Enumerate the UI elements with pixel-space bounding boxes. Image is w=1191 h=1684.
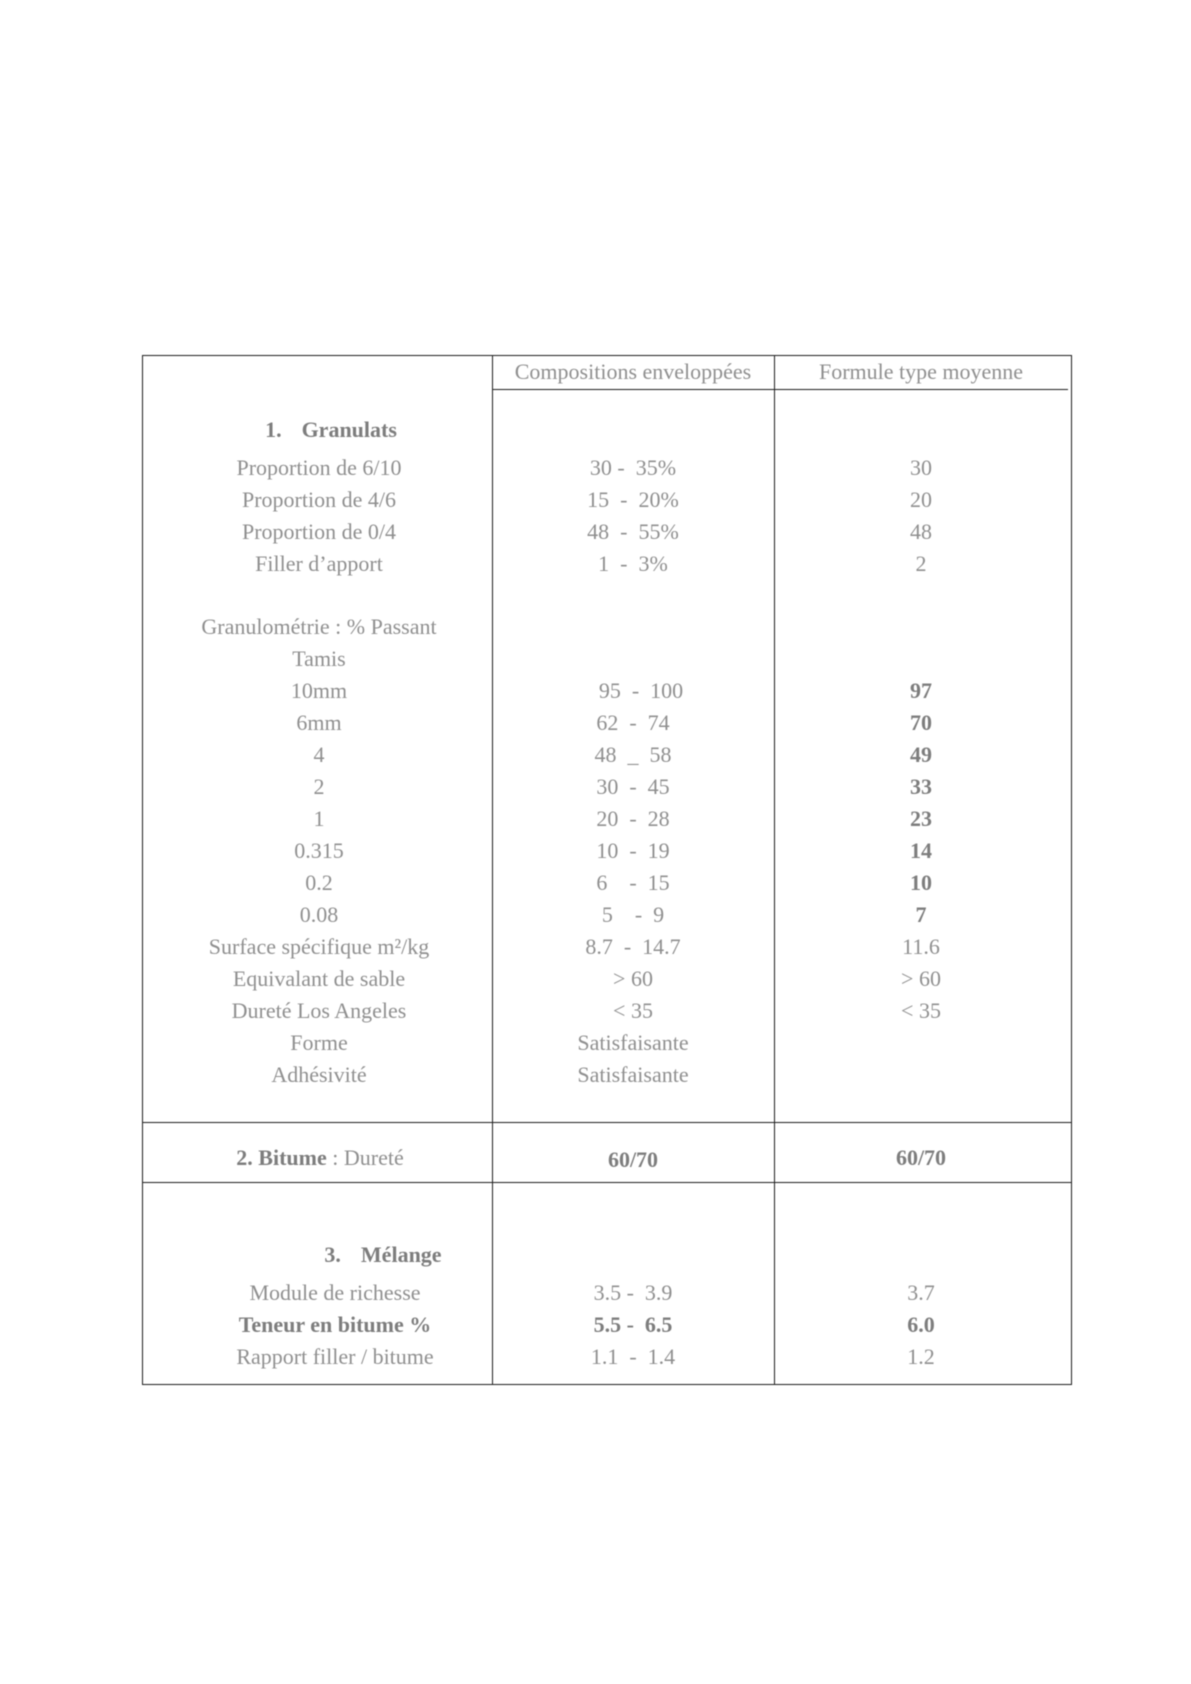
row-label: 0.08 xyxy=(299,902,339,927)
row-envelope: Satisfaisante xyxy=(577,1030,689,1055)
row-typical: 60/70 xyxy=(895,1145,947,1170)
row-envelope: 62 - 74 xyxy=(596,710,670,735)
row-envelope: 10 - 19 xyxy=(596,838,670,863)
row-label: Forme xyxy=(290,1030,348,1055)
row-envelope: > 60 xyxy=(613,966,653,991)
sieve-label: Tamis xyxy=(292,646,346,671)
row-envelope: 5 - 9 xyxy=(601,902,665,927)
row-label: Rapport filler / bitume xyxy=(236,1344,434,1369)
row-envelope: Satisfaisante xyxy=(577,1062,689,1087)
header-typical: Formule type moyenne xyxy=(818,359,1024,384)
row-typical: 10 xyxy=(910,870,932,895)
row-envelope: 8.7 - 14.7 xyxy=(585,934,681,959)
row-envelope: < 35 xyxy=(613,998,653,1023)
row-envelope: 95 - 100 xyxy=(598,678,684,703)
section-divider-1 xyxy=(143,1122,1071,1123)
row-envelope: 48 _ 58 xyxy=(594,742,672,767)
row-typical: 14 xyxy=(910,838,932,863)
column-divider-2 xyxy=(774,356,775,1384)
row-envelope: 30 - 45 xyxy=(596,774,670,799)
row-label: Surface spécifique m²/kg xyxy=(208,934,430,959)
row-typical: 1.2 xyxy=(907,1344,935,1369)
row-typical: 3.7 xyxy=(907,1280,935,1305)
row-typical: < 35 xyxy=(901,998,941,1023)
row-envelope: 1 - 3% xyxy=(598,551,668,576)
row-typical: 48 xyxy=(910,519,932,544)
row-label: 4 xyxy=(313,742,325,767)
section-title: Granulats xyxy=(301,417,397,442)
row-label: Proportion de 0/4 xyxy=(242,519,396,544)
row-label: 2 xyxy=(313,774,325,799)
row-typical: 20 xyxy=(910,487,932,512)
row-typical: 30 xyxy=(910,455,932,480)
row-envelope: 60/70 xyxy=(607,1147,659,1172)
row-typical: 7 xyxy=(915,902,927,927)
row-typical: > 60 xyxy=(901,966,941,991)
section-number: 1. xyxy=(265,417,282,442)
header-underline-2 xyxy=(774,389,1068,390)
row-label: 10mm xyxy=(290,678,348,703)
section-title: Mélange xyxy=(360,1242,442,1267)
row-envelope: 20 - 28 xyxy=(596,806,670,831)
granulometry-label: Granulométrie : % Passant xyxy=(201,614,437,639)
column-divider-1 xyxy=(492,356,493,1384)
row-label: 0.315 xyxy=(294,838,344,863)
row-typical: 70 xyxy=(910,710,932,735)
row-envelope: 30 - 35% xyxy=(589,455,677,480)
row-label: Teneur en bitume % xyxy=(238,1312,432,1337)
row-label: Equivalant de sable xyxy=(232,966,406,991)
row-label: Proportion de 4/6 xyxy=(242,487,396,512)
row-label: 0.2 xyxy=(305,870,333,895)
row-typical: 97 xyxy=(910,678,932,703)
row-typical: 11.6 xyxy=(902,934,940,959)
section-number: 3. xyxy=(324,1242,341,1267)
row-label: Module de richesse xyxy=(249,1280,421,1305)
row-envelope: 48 - 55% xyxy=(587,519,679,544)
row-label: Dureté Los Angeles xyxy=(231,998,407,1023)
row-envelope: 5.5 - 6.5 xyxy=(593,1312,673,1337)
row-label: 1 xyxy=(313,806,325,831)
row-envelope: 6 - 15 xyxy=(596,870,670,895)
section-title-bold: 2. Bitume xyxy=(236,1145,327,1170)
mix-design-table xyxy=(142,355,1072,1385)
header-envelope: Compositions enveloppées xyxy=(514,359,752,384)
row-typical: 23 xyxy=(910,806,932,831)
row-typical: 33 xyxy=(910,774,932,799)
row-envelope: 3.5 - 3.9 xyxy=(593,1280,673,1305)
row-label: Filler d’apport xyxy=(255,551,383,576)
section-bitume-title xyxy=(236,1145,403,1171)
row-typical: 49 xyxy=(910,742,932,767)
row-envelope: 15 - 20% xyxy=(587,487,679,512)
section-divider-2 xyxy=(143,1182,1071,1183)
row-label: Proportion de 6/10 xyxy=(236,455,402,480)
row-label: 6mm xyxy=(296,710,342,735)
row-typical: 6.0 xyxy=(907,1312,935,1337)
header-underline-1 xyxy=(492,389,774,390)
row-envelope: 1.1 - 1.4 xyxy=(590,1344,676,1369)
section-title-rest: : Dureté xyxy=(326,1145,404,1170)
row-typical: 2 xyxy=(915,551,927,576)
row-label: Adhésivité xyxy=(271,1062,367,1087)
